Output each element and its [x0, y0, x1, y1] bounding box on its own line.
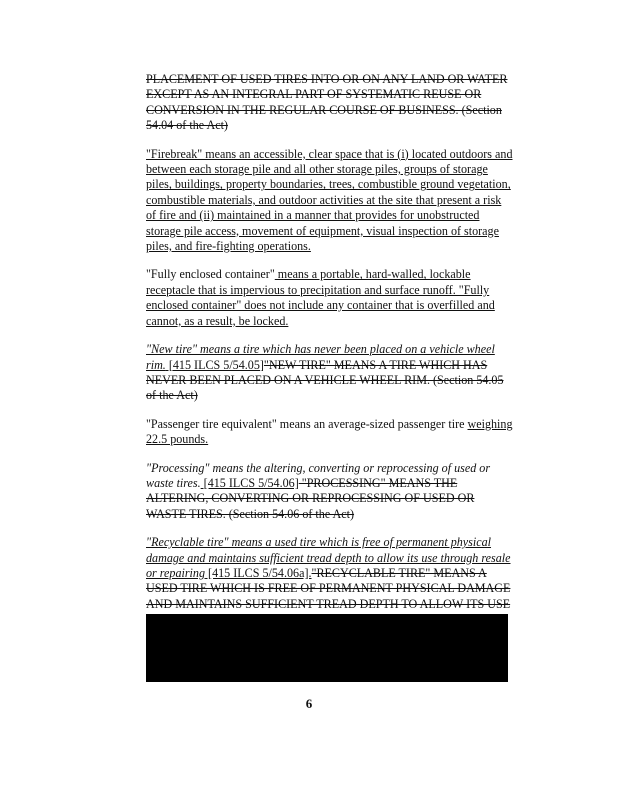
added-text: means a portable, hard-walled, lockable receptacle that is impervious to precipitation and surface runoff. "Fully enclosed container" does not include any container that is overfilled and cannot, as a result, be locked.: [146, 267, 495, 328]
paragraph-fully-enclosed-container: [146, 267, 514, 329]
plain-text: "Passenger tire equivalent" means an average-sized passenger tire: [146, 416, 468, 431]
added-italic-text: "Recyclable tire" means a used tire which is free of permanent physical damage and maintains sufficient tread depth to allow its use through resale or repairing: [146, 535, 511, 580]
term-text: "Fully enclosed container": [146, 267, 275, 282]
italic-text: "Processing" means the altering, converting or reprocessing of used or waste tires.: [146, 460, 491, 490]
paragraph-placement: [146, 72, 514, 134]
paragraph-processing: [146, 461, 514, 523]
citation-text: [415 ILCS 5/54.06a].: [205, 565, 312, 580]
citation-text: [415 ILCS 5/54.06]: [200, 475, 299, 490]
struck-text: PLACEMENT OF USED TIRES INTO OR ON ANY LAND OR WATER EXCEPT AS AN INTEGRAL PART OF SYSTEMATIC REUSE OR CONVERSION IN THE REGULAR COURSE OF BUSINESS. (Section 54.04 of the Act): [146, 72, 508, 133]
paragraph-new-tire: [146, 342, 514, 404]
struck-text: "NEW TIRE" MEANS A TIRE WHICH HAS NEVER BEEN PLACED ON A VEHICLE WHEEL RIM. (Section 54.05 of the Act): [146, 357, 504, 403]
added-italic-text: "New tire" means a tire which has never been placed on a vehicle wheel rim.: [146, 342, 495, 372]
citation-text: [415 ILCS 5/54.05]: [165, 357, 264, 372]
page-number: 6: [305, 696, 313, 711]
paragraph-passenger-tire-equivalent: [146, 417, 514, 448]
added-text: weighing 22.5 pounds.: [146, 416, 513, 447]
redaction-block: [146, 614, 508, 682]
added-text: "Firebreak" means an accessible, clear space that is (i) located outdoors and between each storage pile and all other storage piles, groups of storage piles, buildings, property boundaries, trees, combustible ground vegetation, combustible materials, and outdoor activities at the site that present a risk of fire and (ii) maintained in a manner that provides for unobstructed storage pile access, movement of equipment, visual inspection of storage piles, and fire-fighting operations.: [146, 146, 513, 254]
struck-text: "PROCESSING" MEANS THE ALTERING, CONVERTING OR REPROCESSING OF USED OR WASTE TIRES. (Section 54.06 of the Act): [146, 475, 475, 521]
struck-text: "RECYCLABLE TIRE" MEANS A USED TIRE WHICH IS FREE OF PERMANENT PHYSICAL DAMAGE AND MAINTAINS SUFFICIENT TREAD DEPTH TO ALLOW ITS USE: [146, 565, 511, 611]
document-body: [146, 72, 514, 641]
paragraph-firebreak: [146, 147, 514, 255]
